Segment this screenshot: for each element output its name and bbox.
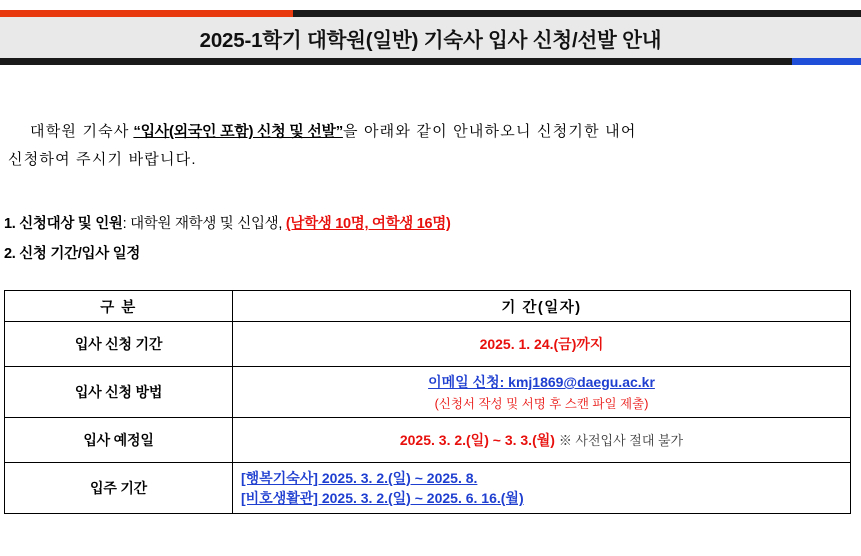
banner-bottom-rule <box>0 58 861 65</box>
header-banner <box>0 10 861 65</box>
move-in-date-note: ※ 사전입사 절대 불가 <box>558 433 684 448</box>
row-label-application-method: 입사 신청 방법 <box>5 367 233 418</box>
row-value-residence-period <box>233 463 851 514</box>
row-value-move-in-date <box>233 418 851 463</box>
banner-bottom-rule-dark <box>0 58 792 65</box>
intro-text-a: 대학원 기숙사 <box>30 123 130 140</box>
residence-period-biho-dorm: [비호생활관] 2025. 3. 2.(일) ~ 2025. 6. 16.(월) <box>241 490 524 506</box>
row-label-residence-period: 입주 기간 <box>5 463 233 514</box>
table-row <box>5 463 851 514</box>
application-method-note: (신청서 작성 및 서명 후 스캔 파일 제출) <box>434 397 649 411</box>
table-row <box>5 322 851 367</box>
application-period-date: 2025. 1. 24.(금)까지 <box>479 336 604 352</box>
move-in-date: 2025. 3. 2.(일) ~ 3. 3.(월) <box>399 432 555 448</box>
table-row <box>5 367 851 418</box>
section-1-quota: (남학생 10명, 여학생 16명) <box>285 216 451 232</box>
banner-bottom-rule-blue <box>792 58 861 65</box>
intro-paragraph <box>8 118 861 174</box>
row-label-move-in-date: 입사 예정일 <box>5 418 233 463</box>
schedule-table <box>4 290 851 514</box>
table-header-row <box>5 291 851 322</box>
section-2-heading: 2. 신청 기간/입사 일정 <box>4 246 141 262</box>
page-title: 2025-1학기 대학원(일반) 기숙사 입사 신청/선발 안내 <box>199 28 662 52</box>
intro-line-1 <box>8 118 861 146</box>
table-row <box>5 418 851 463</box>
row-label-application-period: 입사 신청 기간 <box>5 322 233 367</box>
row-value-application-method <box>233 367 851 418</box>
header-title-row <box>0 17 861 58</box>
section-1-target-and-quota <box>4 212 451 233</box>
intro-text-b: 을 아래와 같이 안내하오니 신청기한 내어 <box>342 123 637 140</box>
banner-top-rule-dark <box>293 10 861 17</box>
residence-period-happy-dorm: [행복기숙사] 2025. 3. 2.(일) ~ 2025. 8. <box>241 470 478 486</box>
section-1-label: 1. 신청대상 및 인원 <box>4 216 123 232</box>
intro-line-2: 신청하여 주시기 바랍니다. <box>8 151 197 168</box>
row-value-application-period <box>233 322 851 367</box>
intro-quote: “입사(외국인 포함) 신청 및 선발” <box>133 123 343 140</box>
banner-top-rule <box>0 10 861 17</box>
section-1-body: : 대학원 재학생 및 신입생, <box>122 216 283 232</box>
application-method-email[interactable]: 이메일 신청: kmj1869@daegu.ac.kr <box>428 374 655 390</box>
banner-top-rule-red <box>0 10 293 17</box>
table-header-period: 기 간(일자) <box>233 291 851 322</box>
table-header-category: 구 분 <box>5 291 233 322</box>
